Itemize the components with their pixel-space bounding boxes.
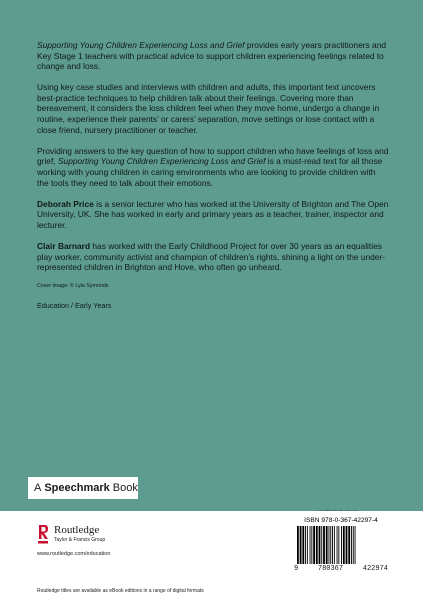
barcode-bar [305, 526, 306, 564]
speechmark-brand: Speechmark [44, 482, 110, 494]
author-bio-price: Deborah Price is a senior lecturer who has worked at the University of Brighton and The Open University, UK. She has worked in early and primary years as a teacher, trainer, inspector and lecturer. [37, 198, 389, 230]
barcode-bar [319, 526, 321, 564]
back-cover-text [37, 40, 389, 310]
publisher-name: Routledge [54, 524, 100, 536]
barcode-bar [351, 526, 352, 564]
category-label: Education / Early Years [37, 301, 112, 311]
book-title: Supporting Young Children Experiencing Loss and Grief [57, 156, 266, 167]
barcode-bar [343, 526, 345, 564]
barcode-digit-lead: 9 [294, 565, 299, 573]
barcode-bar [346, 526, 348, 564]
barcode-bar [329, 526, 330, 564]
routledge-logo-icon [37, 524, 49, 545]
isbn-label: ISBN 978-0-367-42297-4 [304, 517, 378, 524]
barcode-panel [292, 517, 390, 579]
barcode-bar [321, 526, 322, 564]
publisher-url: www.routledge.com/education [37, 551, 111, 557]
barcode-bar [348, 526, 350, 564]
summary-paragraph: Providing answers to the key question of how to support children who have feelings of loss and grief, Supporting Young Children Experiencing Loss and Grief is a must-read text for all those working with young children in caring environments who are looking to provide children with the tools they need to talk about their emotions. [37, 145, 389, 188]
author-bio-barnard: Clair Barnard has worked with the Early Childhood Project for over 30 years as an equalities play worker, community activist and champion of children’s rights, shining a light on the under-represented children in Brighton and Hove, who often go unheard. [37, 240, 386, 273]
ebook-note: Routledge titles are available as eBook editions in a range of digital formats [37, 588, 204, 594]
barcode-bar [311, 526, 312, 564]
barcode-bar [300, 526, 302, 564]
barcode-bar [313, 526, 315, 564]
barcode-digit-right: 422974 [362, 565, 388, 573]
publisher-group: Taylor & Francis Group [54, 537, 106, 543]
barcode-bar [338, 526, 339, 564]
barcode-bar [332, 526, 333, 564]
barcode-digits [292, 565, 390, 574]
barcode-bar [334, 526, 335, 564]
barcode-bar [330, 526, 331, 564]
barcode-icon [296, 526, 386, 566]
speechmark-badge [28, 477, 138, 499]
barcode-bar [353, 526, 354, 564]
barcode-bar [355, 526, 356, 564]
barcode-bar [323, 526, 325, 564]
speechmark-prefix: A [34, 482, 42, 494]
barcode-bar [337, 526, 338, 564]
barcode-bar [310, 526, 311, 564]
barcode-bar [307, 526, 308, 564]
barcode-bar [297, 526, 299, 564]
barcode-bar [302, 526, 304, 564]
intro-paragraph: Supporting Young Children Experiencing Loss and Grief provides early years practitioners and Key Stage 1 teachers with practical advice to support children experiencing feelings related to change and loss. [37, 40, 387, 72]
book-title: Supporting Young Children Experiencing Loss and Grief [37, 40, 245, 50]
cover-credit: Cover image: © Lyla Symonds [37, 283, 109, 290]
description-paragraph: Using key case studies and interviews with children and adults, this important text uncovers best-practice techniques to help children talk about their feelings. Covering more than bereavement, it considers the loss children feel when they move home, undergo a change in routine, experience their parents’ or carers’ separation, move settings or lose contact with a close friend, nursery practitioner or teacher. [37, 82, 380, 135]
barcode-bar [341, 526, 342, 564]
barcode-bar [326, 526, 328, 564]
barcode-bar [316, 526, 318, 564]
author-name: Clair Barnard [37, 240, 91, 251]
barcode-digit-left: 780367 [317, 565, 344, 573]
author-name: Deborah Price [37, 198, 94, 209]
speechmark-suffix: Book [112, 482, 138, 494]
